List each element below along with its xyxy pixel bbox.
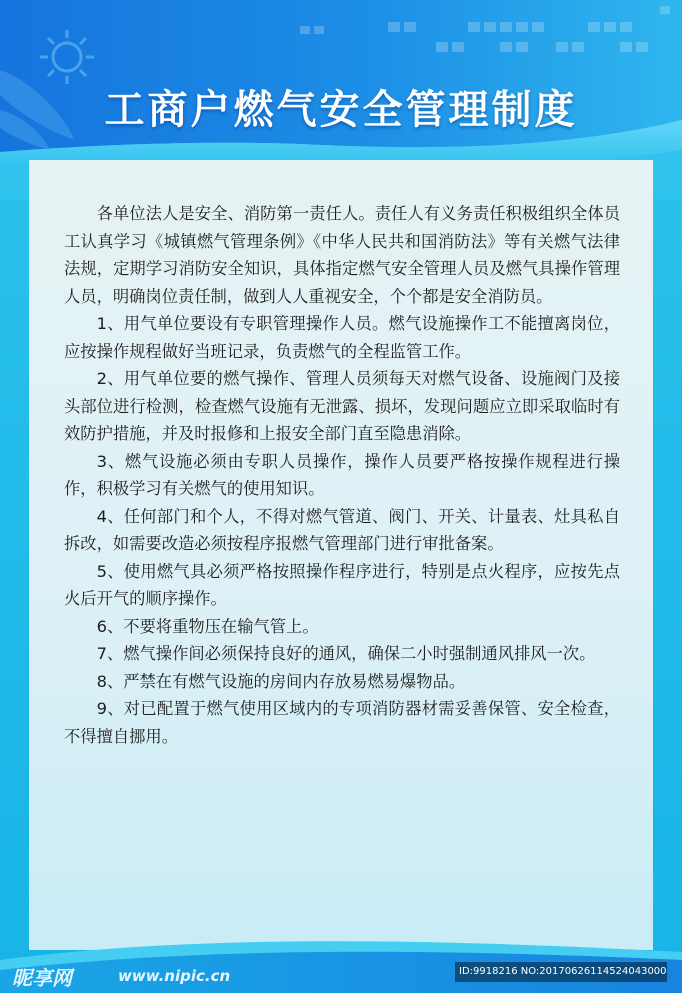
rule-item-7: 7、燃气操作间必须保持良好的通风，确保二小时强制通风排风一次。 (96, 644, 596, 663)
rule-item-2: 2、用气单位要的燃气操作、管理人员须每天对燃气设备、设施阀门及接头部位进行检测，检查燃气设施有无泄露、损坏，发现问题应立即采取临时有效防护措施，并及时报修和上报安全部门直至隐患消除。 (64, 369, 620, 443)
watermark-url: www.nipic.cn (118, 967, 231, 985)
regulation-text (64, 200, 620, 750)
rule-item-8: 8、严禁在有燃气设施的房间内存放易燃易爆物品。 (96, 671, 466, 691)
rule-item-1: 1、用气单位要设有专职管理操作人员。燃气设施操作工不能擅离岗位，应按操作规程做好当班记录，负责燃气的全程监管工作。 (64, 314, 620, 361)
intro-paragraph: 各单位法人是安全、消防第一责任人。责任人有义务责任积极组织全体员工认真学习《城镇燃气管理条例》《中华人民共和国消防法》等有关燃气法律法规，定期学习消防安全知识，具体指定燃气安全管理人员及燃气具操作管理人员，明确岗位责任制，做到人人重视安全，个个都是安全消防员。 (64, 204, 620, 306)
rule-item-5: 5、使用燃气具必须严格按照操作程序进行，特别是点火程序，应按先点火后开气的顺序操作。 (64, 561, 620, 608)
watermark-logo: 昵享网 (12, 966, 72, 990)
rule-item-3: 3、燃气设施必须由专职人员操作，操作人员要严格按操作规程进行操作，积极学习有关燃气的使用知识。 (64, 451, 620, 498)
rule-item-6: 6、不要将重物压在输气管上。 (96, 616, 319, 636)
rule-item-9: 9、对已配置于燃气使用区域内的专项消防器材需妥善保管、安全检查，不得擅自挪用。 (64, 699, 620, 746)
rule-item-4: 4、任何部门和个人，不得对燃气管道、阀门、开关、计量表、灶具私自拆改，如需要改造必须按程序报燃气管理部门进行审批备案。 (64, 506, 620, 553)
page-title: 工商户燃气安全管理制度 (104, 87, 578, 133)
watermark-id: ID:9918216 NO:20170626114524043000 (455, 962, 667, 982)
